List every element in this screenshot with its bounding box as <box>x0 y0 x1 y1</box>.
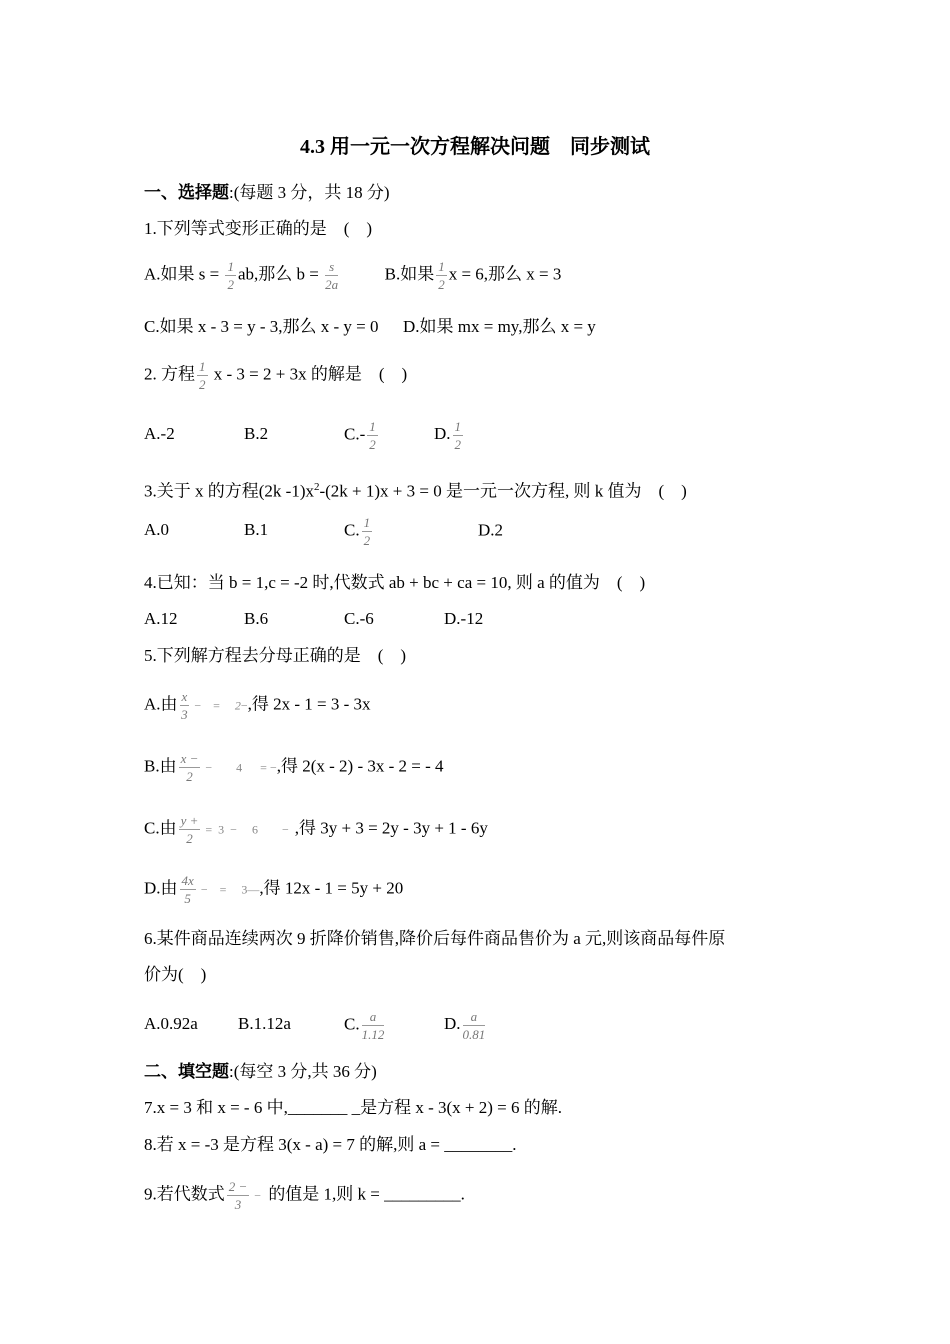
q1-b-post: x = 6,那么 x = 3 <box>448 264 562 284</box>
fraction-2-minus-over-3: $\frac{2 -}{3}$ <box>228 1179 248 1212</box>
section-1-note: :(每题 3 分，共 18 分) <box>229 183 390 202</box>
q1-stem: 1.下列等式变形正确的是 ( ) <box>144 219 373 238</box>
q3-option-d: D.2 <box>478 520 504 540</box>
q2-option-d: D. $\frac{1}{2}$ <box>434 419 462 452</box>
q5-option-d: D.由 $\frac{4x}{5}$ − = 3—,得 12x - 1 = 5y + 20 <box>144 873 404 906</box>
q1-a-pre: A.如果 s = <box>144 264 220 284</box>
section-2-title: 二、填空题 <box>144 1062 229 1081</box>
fraction-one-half: $\frac{1}{2}$ <box>227 259 234 292</box>
fraction-s-over-2a: $\frac{s}{2a}$ <box>325 259 339 292</box>
q3-option-c: C. $\frac{1}{2}$ <box>344 515 371 548</box>
fraction-4x-over-5: $\frac{4x}{5}$ <box>181 873 194 906</box>
fraction-one-half: $\frac{1}{2}$ <box>363 515 371 548</box>
q5-stem: 5.下列解方程去分母正确的是 ( ) <box>144 646 407 665</box>
q4-option-d: D.-12 <box>444 609 484 628</box>
q7-text: 7.x = 3 和 x = - 6 中,_______ _是方程 x - 3(x + 2) = 6 的解. <box>144 1098 562 1117</box>
q4-option-a: A.12 <box>144 609 178 628</box>
q2-option-a: A.-2 <box>144 424 175 444</box>
q1-option-d: D.如果 mx = my,那么 x = y <box>403 317 596 336</box>
fraction-one-half: $\frac{1}{2}$ <box>369 419 376 452</box>
fraction-a-over-0-81: $\frac{a}{0.81}$ <box>462 1009 486 1042</box>
q6-option-b: B.1.12a <box>238 1014 291 1034</box>
q4-options <box>144 608 483 630</box>
q6-stem-line-2: 价为( ) <box>144 965 207 984</box>
q6-options <box>144 1010 487 1041</box>
fraction-one-half: $\frac{1}{2}$ <box>199 359 206 392</box>
q1-options-ab <box>144 260 561 291</box>
q1-options-cd <box>144 316 596 338</box>
q6-option-a: A.0.92a <box>144 1014 198 1034</box>
q2-option-c: C.- $\frac{1}{2}$ <box>344 419 376 452</box>
fraction-a-over-1-12: $\frac{a}{1.12}$ <box>361 1009 385 1042</box>
q3-options <box>144 516 503 547</box>
q2-stem-post: x - 3 = 2 + 3x 的解是 ( ) <box>209 364 408 384</box>
section-1-heading <box>144 182 390 204</box>
fraction-y-plus-over-2: $\frac{y +}{2}$ <box>180 813 199 846</box>
q1-b-pre: B.如果 <box>384 264 435 284</box>
q3-stem-post: -(2k + 1)x + 3 = 0 是一元一次方程, 则 k 值为 ( ) <box>319 481 687 501</box>
section-2-note: :(每空 3 分,共 36 分) <box>229 1062 377 1081</box>
q4-option-c: C.-6 <box>344 609 374 628</box>
q3-stem-pre: 3.关于 x 的方程(2k -1)x <box>144 481 314 501</box>
q6-option-c: C. $\frac{a}{1.12}$ <box>344 1009 385 1042</box>
q4-stem: 4.已知：当 b = 1,c = -2 时,代数式 ab + bc + ca = 10, 则 a 的值为 ( ) <box>144 573 646 592</box>
q3-stem <box>144 476 687 503</box>
q2-option-b: B.2 <box>244 424 269 444</box>
q3-option-a: A.0 <box>144 520 170 540</box>
fraction-x-over-3: $\frac{x}{3}$ <box>181 689 188 722</box>
q6-stem-line-1: 6.某件商品连续两次 9 折降价销售,降价后每件商品售价为 a 元,则该商品每件原 <box>144 929 726 948</box>
q1-a-mid: ab,那么 b = <box>237 264 319 284</box>
q5-option-c: C.由 $\frac{y +}{2}$ = 3 − 6 − ,得 3y + 3 = 2y - 3y + 1 - 6y <box>144 813 488 846</box>
section-2-heading <box>144 1061 377 1083</box>
q4-option-b: B.6 <box>244 609 269 628</box>
fraction-one-half: $\frac{1}{2}$ <box>438 259 445 292</box>
q6-option-d: D. $\frac{a}{0.81}$ <box>444 1009 486 1042</box>
q2-options <box>144 420 465 451</box>
fraction-one-half: $\frac{1}{2}$ <box>454 419 462 452</box>
q3-option-b: B.1 <box>244 520 269 540</box>
q2-stem-pre: 2. 方程 <box>144 364 195 384</box>
section-1-title: 一、选择题 <box>144 183 229 202</box>
fraction-x-minus-over-2: $\frac{x -}{2}$ <box>180 751 199 784</box>
q2-stem <box>144 360 407 391</box>
q5-option-b: B.由 $\frac{x -}{2}$ − 4 = −,得 2(x - 2) - 3x - 2 = - 4 <box>144 751 444 784</box>
page-title: 4.3 用一元一次方程解决问题 同步测试 <box>300 136 650 158</box>
q8-text: 8.若 x = -3 是方程 3(x - a) = 7 的解,则 a = ________. <box>144 1135 517 1154</box>
q1-option-c: C.如果 x - 3 = y - 3,那么 x - y = 0 <box>144 317 379 336</box>
q9-text: 9.若代数式 $\frac{2 -}{3}$ − 的值是 1,则 k = _________. <box>144 1179 465 1212</box>
q5-option-a: A.由 $\frac{x}{3}$ − = 2−,得 2x - 1 = 3 - 3x <box>144 689 371 722</box>
q3-exponent: 2 <box>313 481 320 493</box>
